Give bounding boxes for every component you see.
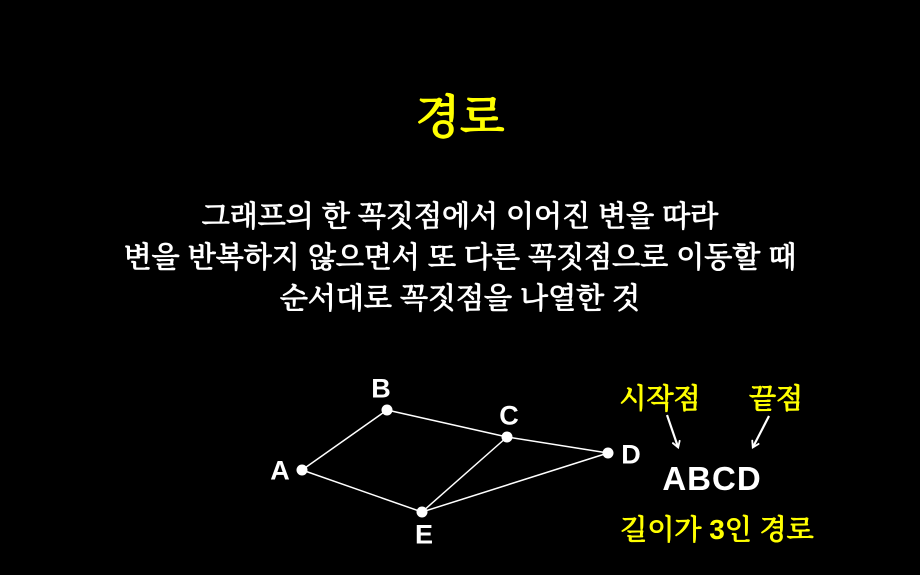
graph-edge <box>422 437 507 512</box>
definition-line-2: 변을 반복하지 않으면서 또 다른 꼭짓점으로 이동할 때 <box>123 242 797 274</box>
vertex-dot <box>502 432 513 443</box>
vertex-dot <box>297 465 308 476</box>
vertex-label: B <box>371 373 391 404</box>
start-point-label: 시작점 <box>619 383 701 414</box>
end-point-label: 끝점 <box>748 383 804 414</box>
vertex-dot <box>417 507 428 518</box>
definition-line-1: 그래프의 한 꼭짓점에서 이어진 변을 따라 <box>201 201 719 233</box>
vertex-dots <box>297 405 614 518</box>
vertex-label: C <box>499 400 519 431</box>
graph-edges <box>302 410 608 512</box>
vertex-label: E <box>414 519 434 550</box>
graph-edge <box>422 453 608 512</box>
graph-edge <box>302 410 387 470</box>
pointer-arrow <box>753 416 769 447</box>
slide-title: 경로 <box>415 91 505 143</box>
path-length-caption: 길이가 3인 경로 <box>620 514 814 545</box>
graph-edge <box>507 437 608 453</box>
vertex-dot <box>603 448 614 459</box>
vertex-dot <box>382 405 393 416</box>
path-vertex-sequence: ABCD <box>662 460 762 497</box>
annotation-arrows <box>667 415 769 447</box>
graph-edge <box>302 470 422 512</box>
graph-edge <box>387 410 507 437</box>
vertex-label: D <box>621 439 641 470</box>
definition-line-3: 순서대로 꼭짓점을 나열한 것 <box>279 283 641 315</box>
pointer-arrow <box>667 415 678 447</box>
vertex-label: A <box>270 455 290 486</box>
